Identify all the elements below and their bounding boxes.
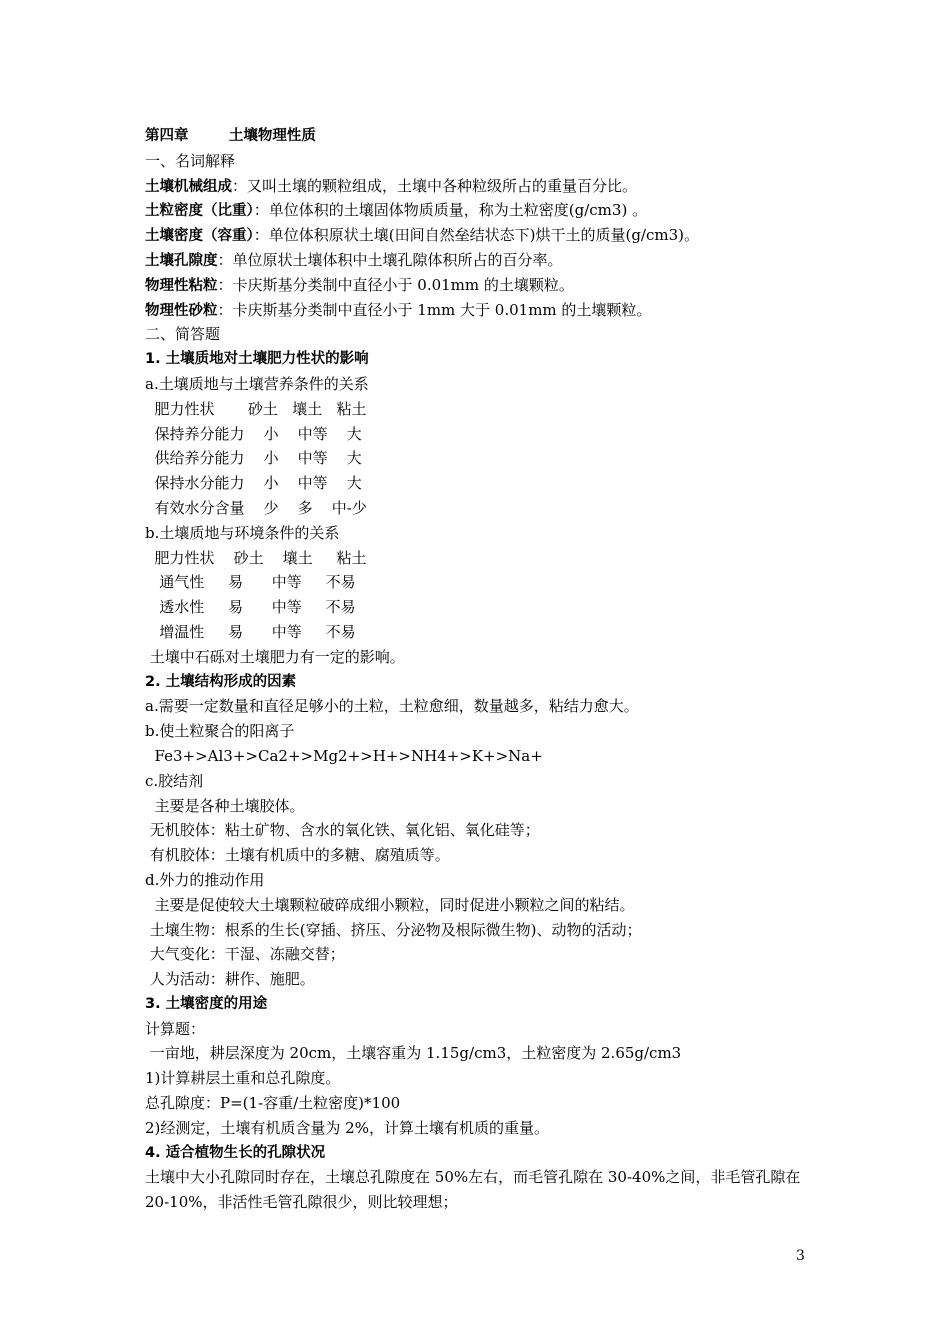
table-row: 保持水分能力 小 中等 大 <box>145 474 362 493</box>
term-definition <box>145 223 815 248</box>
term-label: 土壤机械组成 <box>145 178 232 195</box>
term-separator: ： <box>253 226 269 245</box>
page-number: 3 <box>796 1248 805 1264</box>
term-label: 土壤密度（容重） <box>145 228 254 245</box>
question-title: 3. 土壤密度的用途 <box>145 995 268 1012</box>
term-definition <box>145 248 815 273</box>
document-body <box>145 124 815 1215</box>
chapter-heading <box>145 124 815 149</box>
table-row: 肥力性状 砂土 壤土 粘土 <box>145 548 367 567</box>
body-paragraph: 土壤中大小孔隙同时存在，土壤总孔隙度在 50%左右，而毛管孔隙在 30-40%之间，非毛管孔隙在 20-10%，非活性毛管孔隙很少，则比较理想； <box>145 1168 801 1212</box>
body-text: 2)经测定，土壤有机质含量为 2%，计算土壤有机质的重量。 <box>145 1118 549 1137</box>
term-separator: ： <box>217 300 233 319</box>
subsection-label: b.土壤质地与环境条件的关系 <box>145 523 340 542</box>
question-title: 2. 土壤结构形成的因素 <box>145 673 297 690</box>
body-text: 土壤中石砾对土壤肥力有一定的影响。 <box>145 647 405 666</box>
section-heading: 二、简答题 <box>145 325 221 344</box>
body-text: 一亩地，耕层深度为 20cm，土壤容重为 1.15g/cm3，土粒密度为 2.65g/cm3 <box>145 1044 682 1063</box>
table-row: 透水性 易 中等 不易 <box>145 598 356 617</box>
table-row: 有效水分含量 少 多 中-少 <box>145 498 367 517</box>
term-definition <box>145 273 815 298</box>
body-text: 土壤生物：根系的生长(穿插、挤压、分泌物及根际微生物)、动物的活动； <box>145 920 642 939</box>
body-text: 主要是促使较大土壤颗粒破碎成细小颗粒，同时促进小颗粒之间的粘结。 <box>145 895 635 914</box>
term-text: 单位体积原状土壤(田间自然垒结状态下)烘干土的质量(g/cm3)。 <box>268 226 700 245</box>
body-text: 1)计算耕层土重和总孔隙度。 <box>145 1069 341 1088</box>
question-title: 1. 土壤质地对土壤肥力性状的影响 <box>145 351 369 368</box>
term-label: 土壤孔隙度 <box>145 252 218 269</box>
term-definition <box>145 298 815 323</box>
term-label: 物理性砂粒 <box>145 302 218 319</box>
body-text: 无机胶体：粘土矿物、含水的氧化铁、氧化铝、氧化硅等； <box>145 821 540 840</box>
body-text: 总孔隙度：P=(1-容重/土粒密度)*100 <box>145 1094 401 1113</box>
table-row: 保持养分能力 小 中等 大 <box>145 424 362 443</box>
term-separator: ： <box>253 201 269 220</box>
term-separator: ： <box>217 275 233 294</box>
term-separator: ： <box>232 176 248 195</box>
term-text: 卡庆斯基分类制中直径小于 0.01mm 的土壤颗粒。 <box>232 275 574 294</box>
body-text: d.外力的推动作用 <box>145 870 265 889</box>
subsection-label: a.土壤质地与土壤营养条件的关系 <box>145 374 369 393</box>
body-text: a.需要一定数量和直径足够小的土粒，土粒愈细，数量越多，粘结力愈大。 <box>145 697 639 716</box>
body-text: 主要是各种土壤胶体。 <box>145 796 305 815</box>
chapter-number: 第四章 <box>145 128 189 144</box>
body-text: 计算题： <box>145 1019 206 1038</box>
term-definition <box>145 174 815 199</box>
term-separator: ： <box>217 250 233 269</box>
table-row: 供给养分能力 小 中等 大 <box>145 449 362 468</box>
body-text: Fe3+>Al3+>Ca2+>Mg2+>H+>NH4+>K+>Na+ <box>145 746 543 765</box>
term-text: 卡庆斯基分类制中直径小于 1mm 大于 0.01mm 的土壤颗粒。 <box>232 300 652 319</box>
question-title: 4. 适合植物生长的孔隙状况 <box>145 1144 326 1161</box>
body-text: b.使土粒聚合的阳离子 <box>145 722 295 741</box>
term-label: 物理性粘粒 <box>145 277 218 294</box>
body-text: 大气变化：干湿、冻融交替； <box>145 945 345 964</box>
table-row: 肥力性状 砂土 壤土 粘土 <box>145 399 367 418</box>
section-heading: 一、名词解释 <box>145 151 236 170</box>
body-text: 有机胶体：土壤有机质中的多糖、腐殖质等。 <box>145 846 450 865</box>
term-text: 又叫土壤的颗粒组成，土壤中各种粒级所占的重量百分比。 <box>247 176 638 195</box>
term-text: 单位原状土壤体积中土壤孔隙体积所占的百分率。 <box>232 250 563 269</box>
body-text: c.胶结剂 <box>145 771 204 790</box>
table-row: 通气性 易 中等 不易 <box>145 573 356 592</box>
table-row: 增温性 易 中等 不易 <box>145 622 356 641</box>
term-label: 土粒密度（比重） <box>145 203 254 220</box>
body-text: 人为活动：耕作、施肥。 <box>145 970 315 989</box>
chapter-title: 土壤物理性质 <box>228 128 316 144</box>
term-text: 单位体积的土壤固体物质质量，称为土粒密度(g/cm3) 。 <box>268 201 648 220</box>
term-definition <box>145 198 815 223</box>
